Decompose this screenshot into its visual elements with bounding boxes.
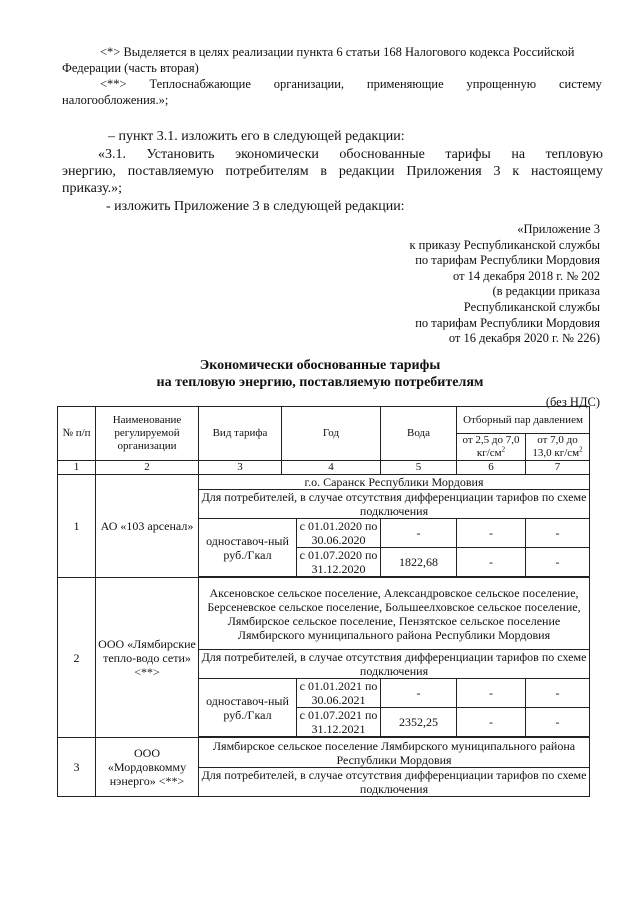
period-water: -	[381, 679, 457, 708]
instruction-paragraph-2-line-1	[98, 146, 603, 163]
word: в	[320, 164, 328, 179]
header-steam: Отборный пар давлением	[457, 407, 590, 434]
header-water: Вода	[381, 407, 457, 461]
period-year: с 01.01.2021 по 30.06.2021	[297, 679, 381, 708]
instruction-paragraph-3: - изложить Приложение 3 в следующей редакции:	[106, 199, 405, 214]
row-num: 2	[58, 578, 96, 738]
word: поставляемую	[127, 164, 214, 179]
col-number: 7	[526, 461, 590, 475]
superscript: 2	[501, 445, 506, 454]
appendix-line: «Приложение 3	[517, 222, 600, 236]
footnote-2-word: систему	[558, 77, 602, 91]
footnote-2-word: <**>	[100, 77, 127, 91]
row-condition: Для потребителей, в случае отсутствия дифференциации тарифов по схеме подключения	[199, 650, 590, 679]
row-condition: Для потребителей, в случае отсутствия дифференциации тарифов по схеме подключения	[199, 490, 590, 519]
period-year: с 01.07.2021 по 31.12.2021	[297, 708, 381, 737]
instruction-paragraph-2-line-3: приказу.»;	[62, 181, 123, 196]
appendix-line: (в редакции приказа	[492, 284, 600, 299]
appendix-line: Республиканской службы	[463, 299, 600, 314]
appendix-line: по тарифам Республики Мордовия	[415, 253, 600, 268]
table-title-line-2: на тепловую энергию, поставляемую потребителям	[156, 375, 484, 390]
word: к	[512, 164, 520, 179]
row-territory: г.о. Саранск Республики Мордовия	[199, 475, 590, 490]
period-steam-high: -	[526, 708, 590, 737]
footnote-2-word: организации,	[273, 77, 345, 91]
footnote-2	[100, 76, 602, 92]
word: энергию,	[62, 164, 116, 179]
period-steam-high: -	[526, 519, 590, 548]
period-steam-low: -	[457, 679, 526, 708]
period-water: 1822,68	[381, 548, 457, 577]
table-title-line-1: Экономически обоснованные тарифы	[199, 358, 441, 373]
appendix-line: к приказу Республиканской службы	[409, 237, 600, 252]
word: тепловую	[545, 147, 603, 162]
col-number: 2	[96, 461, 199, 475]
footnote-1: <*> Выделяется в целях реализации пункта 6 статьи 168 Налогового кодекса Российской	[100, 45, 575, 59]
row-territory: Лямбирское сельское поселение Лямбирского муниципального района Республики Мордовия	[199, 738, 590, 768]
word: Установить	[146, 147, 215, 162]
word: редакции	[338, 164, 395, 179]
row-tariff-type: одноставоч-ный руб./Гкал	[199, 519, 297, 577]
word: на	[511, 147, 526, 162]
period-year: с 01.01.2020 по 30.06.2020	[297, 519, 381, 548]
period-water: -	[381, 519, 457, 548]
period-steam-high: -	[526, 679, 590, 708]
header-steam-high-text: от 7,0 до 13,0 кг/см	[532, 434, 580, 459]
footnote-2-continuation: налогообложения.»;	[62, 93, 169, 107]
row-num: 1	[58, 475, 96, 578]
appendix-line: от 16 декабря 2020 г. № 226)	[448, 331, 600, 346]
col-number: 4	[282, 461, 381, 475]
appendix-line: от 14 декабря 2018 г. № 202	[452, 268, 600, 283]
row-tariff-type: одноставоч-ный руб./Гкал	[199, 679, 297, 737]
row-org: ООО «Мордовкомму нэнерго» <**>	[96, 738, 199, 797]
row-num: 3	[58, 738, 96, 797]
period-steam-low: -	[457, 548, 526, 577]
vat-note: (без НДС)	[545, 395, 600, 409]
superscript: 2	[579, 445, 583, 454]
footnote-2-word: Теплоснабжающие	[149, 77, 251, 91]
word: «3.1.	[98, 147, 126, 162]
appendix-line: по тарифам Республики Мордовия	[415, 315, 600, 330]
tariff-table	[57, 406, 590, 797]
footnote-2-word: применяющие	[366, 77, 444, 91]
header-org: Наименование регулируемой организации	[96, 407, 199, 461]
row-territory: Аксеновское сельское поселение, Александровское сельское поселение, Берсеневское сельское поселение, Большеелховское сельское поселение, Лямбирское сельское поселение, Пензятское сельское поселение Лямбирского муниципального района Республики Мордовия	[199, 578, 590, 650]
appendix-reference	[409, 222, 600, 347]
footnote-2-word: упрощенную	[466, 77, 537, 91]
word: обоснованные	[339, 147, 425, 162]
word: потребителям	[225, 164, 309, 179]
header-steam-low	[457, 434, 526, 461]
row-org: АО «103 арсенал»	[96, 475, 199, 578]
col-number: 5	[381, 461, 457, 475]
word: Приложения	[406, 164, 482, 179]
row-condition: Для потребителей, в случае отсутствия дифференциации тарифов по схеме подключения	[199, 768, 590, 797]
row-org: ООО «Лямбирские тепло-водо сети» <**>	[96, 578, 199, 738]
header-steam-low-text: от 2,5 до 7,0 кг/см	[462, 434, 520, 459]
period-year: с 01.07.2020 по 31.12.2020	[297, 548, 381, 577]
period-water: 2352,25	[381, 708, 457, 737]
period-steam-low: -	[457, 708, 526, 737]
instruction-paragraph-1: – пункт 3.1. изложить его в следующей редакции:	[108, 129, 405, 144]
period-steam-high: -	[526, 548, 590, 577]
footnote-1-continuation: Федерации (часть вторая)	[62, 61, 199, 75]
period-steam-low: -	[457, 519, 526, 548]
word: тарифы	[445, 147, 491, 162]
header-steam-high	[526, 434, 590, 461]
word: настоящему	[531, 164, 603, 179]
word: экономически	[235, 147, 319, 162]
header-tariff-type: Вид тарифа	[199, 407, 282, 461]
header-num: № п/п	[58, 407, 96, 461]
header-year: Год	[282, 407, 381, 461]
col-number: 1	[58, 461, 96, 475]
col-number: 6	[457, 461, 526, 475]
word: 3	[493, 164, 501, 179]
col-number: 3	[199, 461, 282, 475]
instruction-paragraph-2-line-2	[62, 163, 603, 180]
